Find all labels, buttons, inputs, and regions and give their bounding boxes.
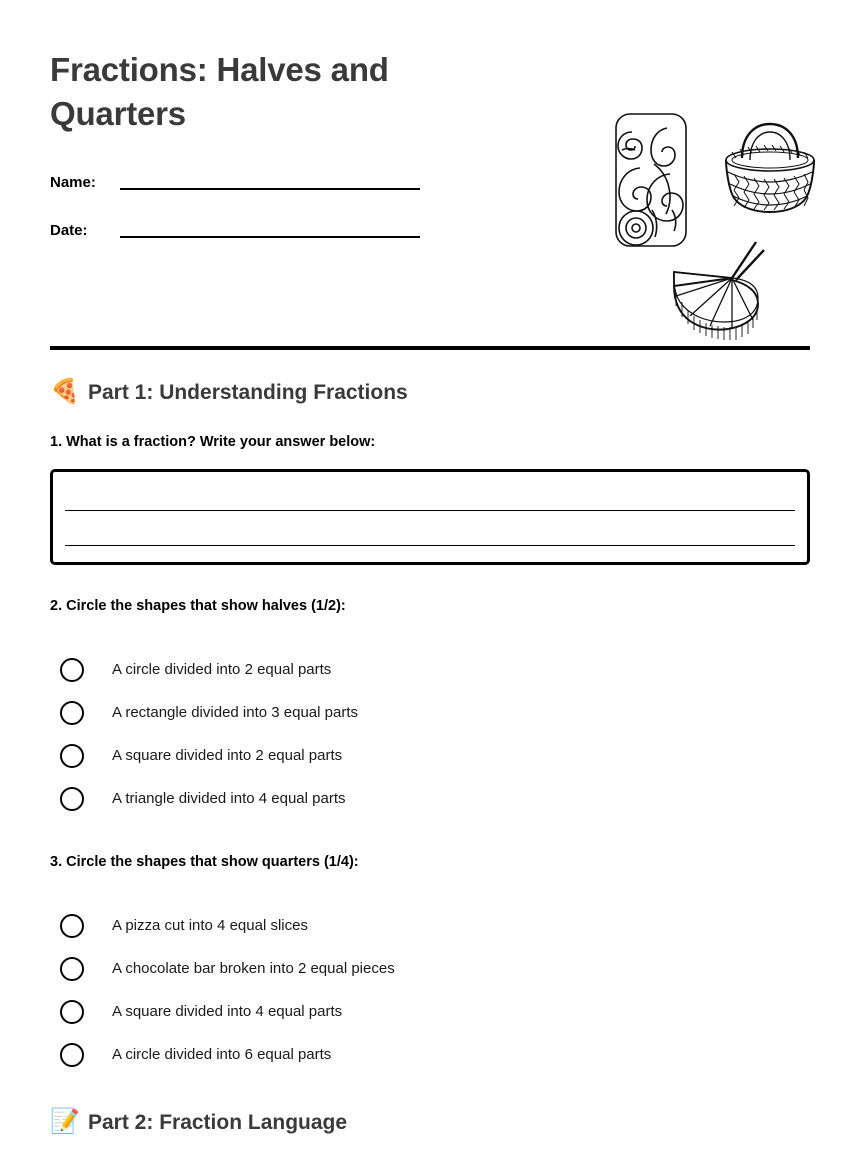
option-label: A circle divided into 6 equal parts <box>112 1045 332 1063</box>
memo-icon: 📝 <box>50 1108 80 1135</box>
fan-sector-illustration <box>660 240 770 350</box>
option-label: A square divided into 2 equal parts <box>112 746 343 764</box>
header-divider <box>50 346 810 350</box>
option-item[interactable] <box>60 734 810 777</box>
part2-heading <box>50 1110 810 1136</box>
circle-bullet-icon[interactable] <box>60 914 84 938</box>
question-2-text: 2. Circle the shapes that show halves (1/2): <box>50 598 346 614</box>
woven-basket-illustration <box>720 114 820 229</box>
part1-title: Part 1: Understanding Fractions <box>88 381 408 404</box>
part1-heading <box>50 380 810 406</box>
date-field-row <box>50 214 470 240</box>
circle-bullet-icon[interactable] <box>60 787 84 811</box>
question-1-text: 1. What is a fraction? Write your answer below: <box>50 434 376 450</box>
answer-writing-line <box>65 510 795 511</box>
option-label: A chocolate bar broken into 2 equal pieces <box>112 959 395 977</box>
date-field-input[interactable] <box>120 236 420 238</box>
question-3-options <box>50 904 810 1076</box>
option-item[interactable] <box>60 1033 810 1076</box>
name-field-input[interactable] <box>120 188 420 190</box>
answer-writing-line <box>65 545 795 546</box>
circle-bullet-icon[interactable] <box>60 957 84 981</box>
question-3-text: 3. Circle the shapes that show quarters (1/4): <box>50 854 359 870</box>
circle-bullet-icon[interactable] <box>60 744 84 768</box>
part2-title: Part 2: Fraction Language <box>88 1111 348 1134</box>
option-item[interactable] <box>60 904 810 947</box>
name-field-row <box>50 166 470 192</box>
circle-bullet-icon[interactable] <box>60 1043 84 1067</box>
option-label: A square divided into 4 equal parts <box>112 1002 343 1020</box>
option-label: A rectangle divided into 3 equal parts <box>112 703 358 721</box>
date-field-label: Date: <box>50 222 88 239</box>
worksheet-header <box>50 48 810 298</box>
koru-carving-illustration <box>612 110 690 255</box>
option-item[interactable] <box>60 990 810 1033</box>
option-label: A triangle divided into 4 equal parts <box>112 789 346 807</box>
page-title: Fractions: Halves and Quarters <box>50 51 389 132</box>
option-label: A circle divided into 2 equal parts <box>112 660 332 678</box>
circle-bullet-icon[interactable] <box>60 658 84 682</box>
option-item[interactable] <box>60 648 810 691</box>
option-item[interactable] <box>60 947 810 990</box>
circle-bullet-icon[interactable] <box>60 701 84 725</box>
question-2-options <box>50 648 810 820</box>
option-item[interactable] <box>60 691 810 734</box>
name-field-label: Name: <box>50 174 96 191</box>
worksheet-content <box>50 380 810 1161</box>
question-1-answer-box[interactable] <box>50 469 810 565</box>
pizza-slice-icon: 🍕 <box>50 378 80 405</box>
title-block <box>50 48 470 240</box>
circle-bullet-icon[interactable] <box>60 1000 84 1024</box>
option-item[interactable] <box>60 777 810 820</box>
header-illustrations <box>560 62 810 312</box>
option-label: A pizza cut into 4 equal slices <box>112 916 308 934</box>
